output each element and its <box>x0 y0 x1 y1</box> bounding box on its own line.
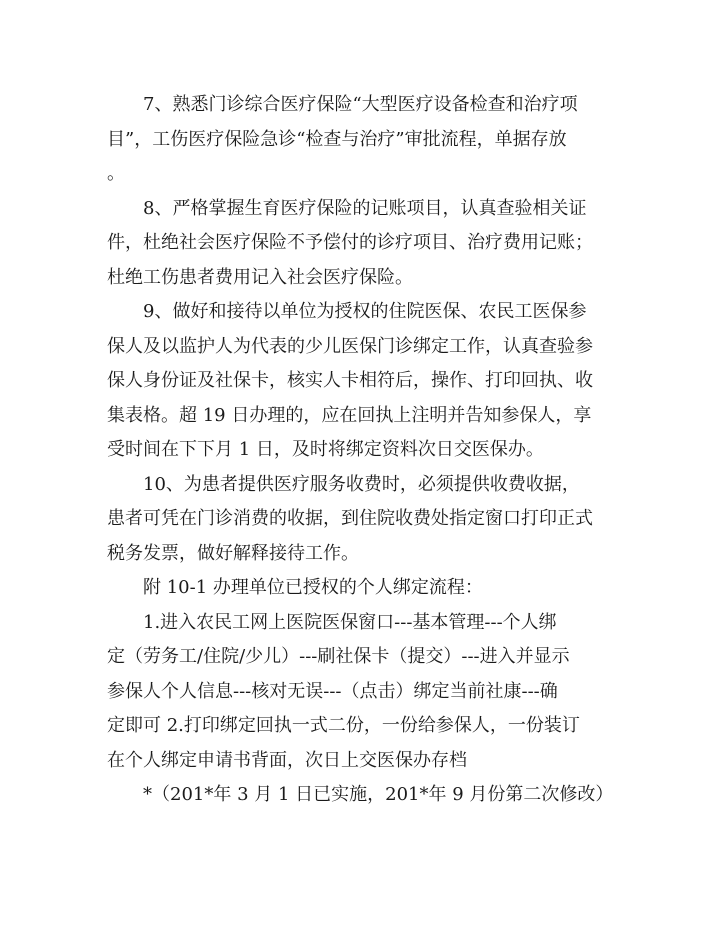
paragraph-8 <box>107 192 620 296</box>
paragraph-line: 在个人绑定申请书背面，次日上交医保办存档 <box>107 749 467 771</box>
paragraph-line: 8、严格掌握生育医疗保险的记账项目，认真查验相关证 <box>143 197 587 219</box>
document-body <box>107 88 620 813</box>
revision-note <box>107 778 620 813</box>
paragraph-7 <box>107 88 620 192</box>
paragraph-line: 患者可凭在门诊消费的收据，到住院收费处指定窗口打印正式 <box>107 508 593 529</box>
paragraph-line: 10、为患者提供医疗服务收费时，必须提供收费收据， <box>143 473 580 495</box>
paragraph-line: 杜绝工伤患者费用记入社会医疗保险。 <box>107 266 413 288</box>
paragraph-line: 1.进入农民工网上医院医保窗口---基本管理---个人绑 <box>143 611 557 633</box>
binding-procedure <box>107 606 620 779</box>
paragraph-line: 参保人个人信息---核对无误---（点击）绑定当前社康---确 <box>107 680 558 702</box>
paragraph-line: 受时间在下下月 1 日，及时将绑定资料次日交医保办。 <box>107 439 544 460</box>
paragraph-line: 税务发票，做好解释接待工作。 <box>107 542 359 564</box>
paragraph-line: 集表格。超 19 日办理的，应在回执上注明并告知参保人，享 <box>107 404 592 426</box>
paragraph-line: 件，杜绝社会医疗保险不予偿付的诊疗项目、治疗费用记账； <box>107 232 593 253</box>
appendix-heading <box>107 571 620 606</box>
paragraph-line: *（201*年 3 月 1 日已实施，201*年 9 月份第二次修改） <box>143 784 614 805</box>
paragraph-line: 。 <box>107 163 125 184</box>
paragraph-9 <box>107 295 620 468</box>
paragraph-line: 定（劳务工/住院/少儿）---刷社保卡（提交）---进入并显示 <box>107 646 570 667</box>
paragraph-line: 附 10-1 办理单位已授权的个人绑定流程： <box>143 577 483 598</box>
paragraph-line: 目”，工伤医疗保险急诊“检查与治疗”审批流程，单据存放 <box>107 128 567 150</box>
paragraph-line: 7、熟悉门诊综合医疗保险“大型医疗设备检查和治疗项 <box>143 94 578 115</box>
paragraph-line: 保人身份证及社保卡，核实人卡相符后，操作、打印回执、收 <box>107 370 593 391</box>
paragraph-10 <box>107 468 620 572</box>
paragraph-line: 9、做好和接待以单位为授权的住院医保、农民工医保参 <box>143 301 587 322</box>
paragraph-line: 定即可 2.打印绑定回执一式二份，一份给参保人，一份装订 <box>107 715 580 736</box>
paragraph-line: 保人及以监护人为代表的少儿医保门诊绑定工作，认真查验参 <box>107 335 593 357</box>
